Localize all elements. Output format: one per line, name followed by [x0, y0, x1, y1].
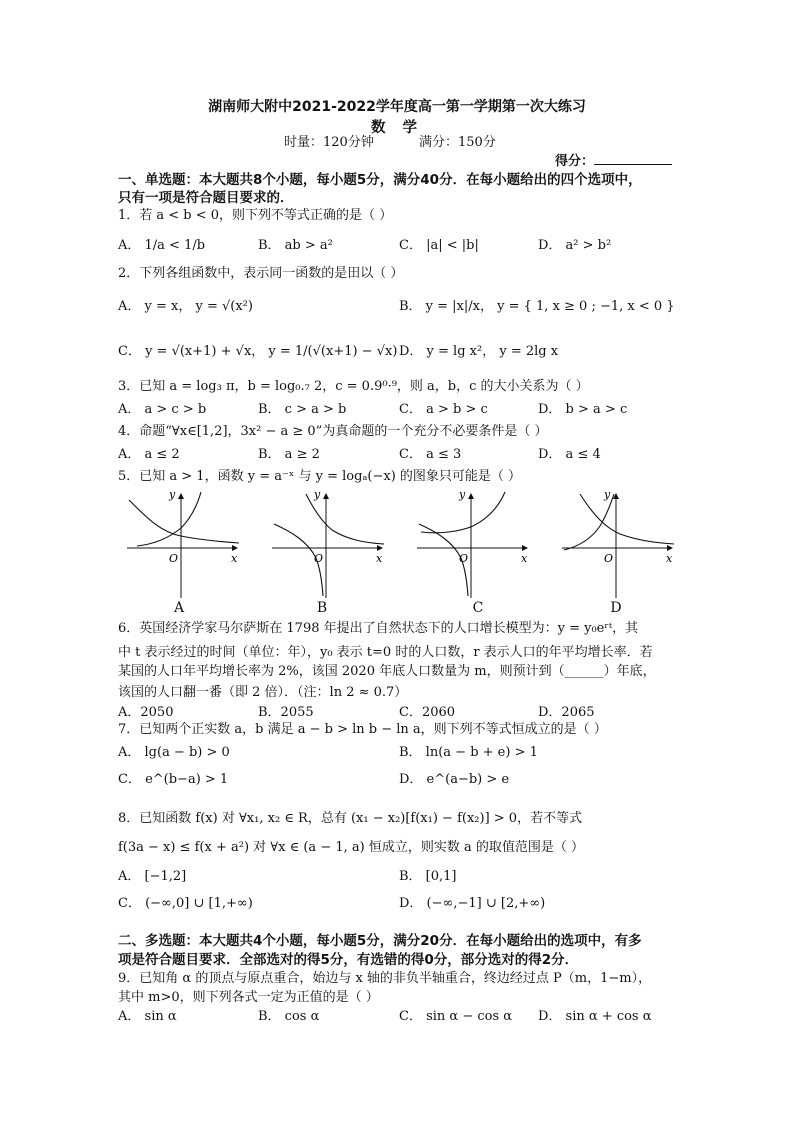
q4-option-c: C． a ≤ 3	[399, 447, 462, 462]
q1-stem: 1．若 a < b < 0，则下列不等式正确的是（ ）	[118, 208, 393, 223]
q2-option-d: D． y = lg x²， y = 2lg x	[399, 344, 559, 359]
q1-option-b: B． ab > a²	[258, 238, 333, 253]
q6-option-b: B．2055	[258, 705, 314, 720]
q9-option-d: D． sin α + cos α	[538, 1009, 652, 1024]
q8-option-c: C． (−∞,0] ∪ [1,+∞)	[118, 896, 253, 911]
q2-option-c: C． y = √(x+1) + √x， y = 1/(√(x+1) − √x)	[118, 344, 398, 359]
q3-option-c: C． a > b > c	[399, 402, 488, 417]
subject-title: 数 学	[370, 120, 424, 136]
q4-option-d: D． a ≤ 4	[538, 447, 601, 462]
q5-label-c: C	[472, 600, 484, 616]
q9-line-2: 其中 m>0，则下列各式一定为正值的是（ ）	[118, 990, 379, 1005]
q9-option-b: B． cos α	[258, 1009, 320, 1024]
section2-heading-2: 项是符合题目要求．全部选对的得5分，有选错的得0分，部分选对的得2分．	[118, 952, 579, 968]
q5-label-a: A	[173, 600, 185, 616]
q5-graph-d	[560, 488, 678, 600]
q6-option-c: C．2060	[399, 705, 456, 720]
q5-label-b: B	[316, 600, 328, 616]
q1-option-c: C． |a| < |b|	[399, 238, 479, 253]
q5-d-y-label: y	[604, 488, 611, 501]
q5-b-origin: O	[314, 552, 324, 565]
q7-option-a: A． lg(a − b) > 0	[118, 745, 230, 760]
q9-line-1: 9．已知角 α 的顶点与原点重合，始边与 x 轴的非负半轴重合，终边经过点 P（m，1−m），	[118, 971, 652, 986]
q4-option-b: B． a ≥ 2	[258, 447, 320, 462]
q5-c-y-label: y	[459, 488, 466, 501]
q6-line-4: 该国的人口翻一番（即 2 倍）．（注：ln 2 ≈ 0.7）	[118, 685, 408, 700]
q1-option-a: A． 1/a < 1/b	[118, 238, 206, 253]
full-score: 满分：150分	[419, 135, 496, 150]
q5-b-x-label: x	[376, 552, 383, 565]
q5-c-origin: O	[459, 552, 469, 565]
q5-label-d: D	[610, 600, 622, 616]
q2-stem: 2．下列各组函数中，表示同一函数的是田以（ ）	[118, 266, 404, 281]
q5-d-x-label: x	[666, 552, 673, 565]
q3-option-b: B． c > a > b	[258, 402, 347, 417]
section2-heading-1: 二、多选题：本大题共4个小题，每小题5分，满分20分．在每小题给出的选项中，有多	[118, 933, 642, 949]
exam-title: 湖南师大附中2021-2022学年度高一第一学期第一次大练习	[208, 99, 586, 115]
q7-option-b: B． ln(a − b + e) > 1	[399, 745, 538, 760]
q3-option-a: A． a > c > b	[118, 402, 207, 417]
q4-option-a: A． a ≤ 2	[118, 447, 180, 462]
q5-d-origin: O	[604, 552, 614, 565]
q6-line-2: 中 t 表示经过的时间（单位：年），y₀ 表示 t=0 时的人口数，r 表示人口的年平均增长率．若	[118, 645, 653, 660]
q5-graph-b	[270, 488, 388, 600]
q7-stem: 7．已知两个正实数 a，b 满足 a − b > ln b − ln a，则下列不等式恒成立的是（ ）	[118, 722, 607, 737]
section1-heading-1: 一、单选题：本大题共8个小题，每小题5分，满分40分．在每小题给出的四个选项中，	[118, 172, 642, 188]
q9-option-a: A． sin α	[118, 1009, 177, 1024]
score-field	[555, 152, 672, 171]
q8-option-b: B． [0,1]	[399, 869, 457, 884]
q8-line-1: 8．已知函数 f(x) 对 ∀x₁, x₂ ∈ R，总有 (x₁ − x₂)[f(x₁) − f(x₂)] > 0，若不等式	[118, 811, 583, 826]
q5-c-x-label: x	[521, 552, 528, 565]
q2-option-b: B． y = |x|/x， y = { 1, x ≥ 0 ; −1, x < 0 }	[399, 299, 675, 314]
q6-line-1: 6．英国经济学家马尔萨斯在 1798 年提出了自然状态下的人口增长模型为：y = y₀eʳᵗ，其	[118, 621, 639, 636]
q5-stem: 5．已知 a > 1，函数 y = a⁻ˣ 与 y = logₐ(−x) 的图象只可能是（ ）	[118, 469, 522, 484]
q4-stem: 4．命题“∀x∈[1,2]，3x² − a ≥ 0”为真命题的一个充分不必要条件是（ ）	[118, 424, 548, 439]
time-limit: 时量：120分钟	[284, 135, 374, 150]
q9-option-c: C． sin α − cos α	[399, 1009, 513, 1024]
q8-line-2: f(3a − x) ≤ f(x + a²) 对 ∀x ∈ (a − 1, a) 恒成立，则实数 a 的取值范围是（ ）	[118, 840, 584, 855]
q6-line-3: 某国的人口年平均增长率为 2%，该国 2020 年底人口数量为 m，则预计到（______）年底，	[118, 664, 656, 679]
q5-b-y-label: y	[314, 488, 321, 501]
q8-option-d: D． (−∞,−1] ∪ [2,+∞)	[399, 896, 546, 911]
score-label: 得分：	[555, 154, 595, 169]
score-blank	[594, 152, 672, 165]
q5-a-origin: O	[169, 552, 179, 565]
section1-heading-2: 只有一项是符合题目要求的．	[118, 190, 294, 206]
q3-stem: 3．已知 a = log₃ π，b = log₀.₇ 2，c = 0.9⁰·⁹，则 a，b，c 的大小关系为（ ）	[118, 379, 589, 394]
q6-option-d: D．2065	[538, 705, 595, 720]
q8-option-a: A． [−1,2]	[118, 869, 187, 884]
q3-option-d: D． b > a > c	[538, 402, 628, 417]
q5-a-y-label: y	[169, 488, 176, 501]
q5-graph-c	[415, 488, 533, 600]
q7-option-d: D． e^(a−b) > e	[399, 772, 510, 787]
q2-option-a: A． y = x， y = √(x²)	[118, 299, 253, 314]
q5-graph-a	[125, 488, 243, 600]
q7-option-c: C． e^(b−a) > 1	[118, 772, 229, 787]
q6-option-a: A．2050	[118, 705, 174, 720]
q5-a-x-label: x	[231, 552, 238, 565]
q1-option-d: D． a² > b²	[538, 238, 612, 253]
